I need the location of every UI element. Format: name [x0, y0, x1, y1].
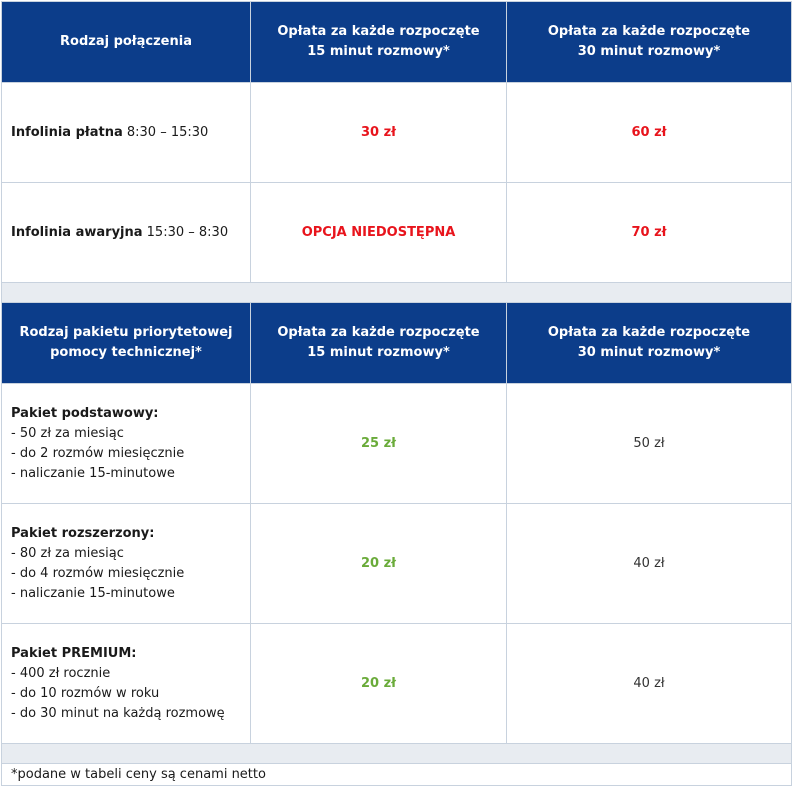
- header-fee-30min-line2: 30 minut rozmowy*: [577, 44, 721, 59]
- spacer-row: [2, 744, 792, 764]
- price-30min: 60 zł: [507, 83, 792, 183]
- header-package-type-line2: pomocy technicznej*: [50, 345, 202, 360]
- package-detail: - do 30 minut na każdą rozmowę: [11, 705, 225, 721]
- package-detail: - 400 zł rocznie: [11, 665, 111, 681]
- header-package-type-line1: Rodzaj pakietu priorytetowej: [19, 325, 233, 340]
- table-row: [2, 183, 792, 283]
- price-15min: 20 zł: [251, 504, 507, 624]
- price-15min: 25 zł: [251, 384, 507, 504]
- header-fee-30min-line1: Opłata za każde rozpoczęte: [547, 325, 751, 340]
- header-fee-30min-line2: 30 minut rozmowy*: [577, 345, 721, 360]
- package-name: Pakiet PREMIUM:: [11, 645, 137, 661]
- connection-hours: 8:30 – 15:30: [122, 124, 209, 140]
- table-row: [2, 624, 792, 744]
- pricing-table: [1, 1, 792, 786]
- header-fee-15min-line2: 15 minut rozmowy*: [307, 44, 450, 59]
- package-cell: [2, 504, 251, 624]
- header-fee-15min-line1: Opłata za każde rozpoczęte: [277, 325, 480, 340]
- price-15min: 30 zł: [251, 83, 507, 183]
- package-cell: [2, 384, 251, 504]
- header-connection-type: Rodzaj połączenia: [2, 2, 251, 83]
- connection-name: Infolinia płatna: [11, 124, 123, 140]
- table-row: [2, 504, 792, 624]
- header-fee-15min: [251, 2, 507, 83]
- price-30min: 70 zł: [507, 183, 792, 283]
- footnote: *podane w tabeli ceny są cenami netto: [2, 764, 792, 786]
- header-package-type: [2, 303, 251, 384]
- connection-type-cell: [2, 83, 251, 183]
- header-fee-15min: [251, 303, 507, 384]
- package-detail: - 80 zł za miesiąc: [11, 545, 124, 561]
- table-row: [2, 384, 792, 504]
- package-detail: - 50 zł za miesiąc: [11, 425, 124, 441]
- header-fee-30min: [507, 2, 792, 83]
- table1-header-row: [2, 2, 792, 83]
- package-name: Pakiet rozszerzony:: [11, 525, 155, 541]
- header-fee-30min: [507, 303, 792, 384]
- footnote-row: [2, 764, 792, 786]
- package-detail: - do 4 rozmów miesięcznie: [11, 565, 185, 581]
- package-detail: - naliczanie 15-minutowe: [11, 465, 175, 481]
- package-cell: [2, 624, 251, 744]
- price-15min: OPCJA NIEDOSTĘPNA: [251, 183, 507, 283]
- table-row: [2, 83, 792, 183]
- header-fee-30min-line1: Opłata za każde rozpoczęte: [547, 24, 751, 39]
- connection-name: Infolinia awaryjna: [11, 224, 143, 240]
- price-15min: 20 zł: [251, 624, 507, 744]
- spacer-cell: [2, 283, 792, 303]
- price-30min: 40 zł: [507, 624, 792, 744]
- package-detail: - naliczanie 15-minutowe: [11, 585, 175, 601]
- price-30min: 50 zł: [507, 384, 792, 504]
- package-detail: - do 10 rozmów w roku: [11, 685, 160, 701]
- spacer-row: [2, 283, 792, 303]
- connection-type-cell: [2, 183, 251, 283]
- connection-hours: 15:30 – 8:30: [142, 224, 229, 240]
- price-30min: 40 zł: [507, 504, 792, 624]
- header-fee-15min-line1: Opłata za każde rozpoczęte: [277, 24, 480, 39]
- package-detail: - do 2 rozmów miesięcznie: [11, 445, 185, 461]
- header-fee-15min-line2: 15 minut rozmowy*: [307, 345, 450, 360]
- table2-header-row: [2, 303, 792, 384]
- package-name: Pakiet podstawowy:: [11, 405, 159, 421]
- spacer-cell: [2, 744, 792, 764]
